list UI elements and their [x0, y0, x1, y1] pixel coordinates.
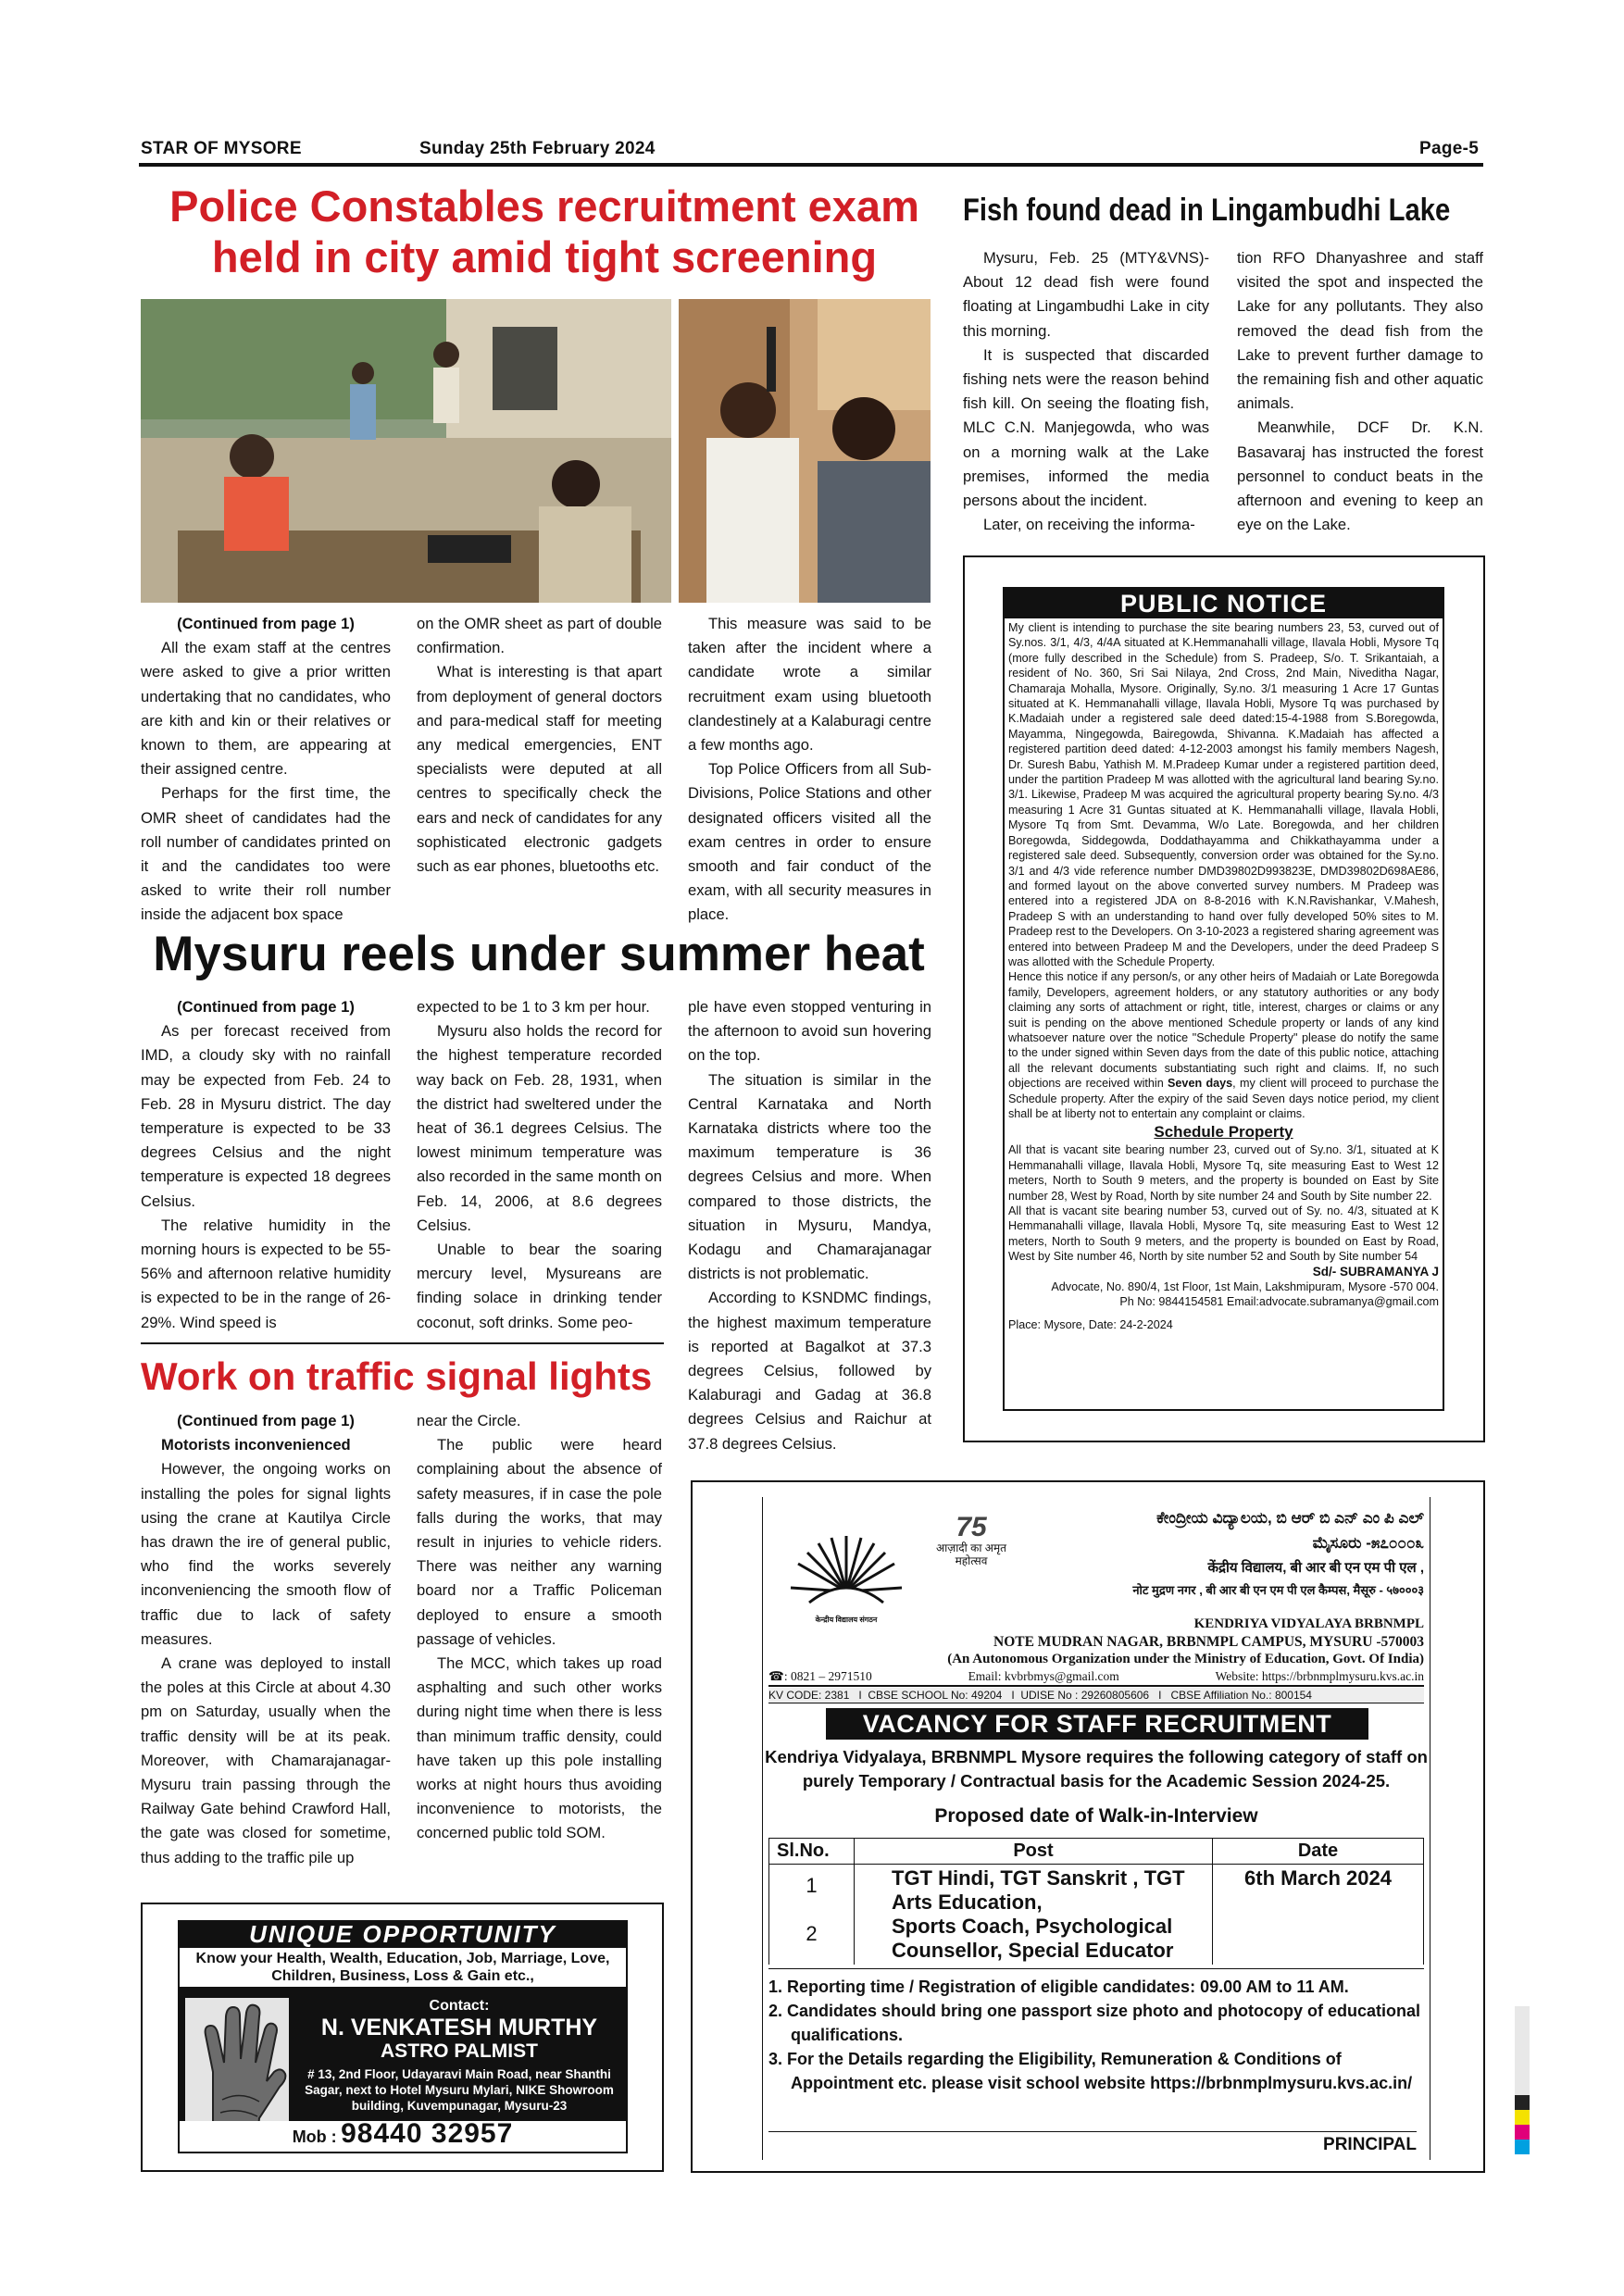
kv-contact-row	[768, 1669, 1424, 1687]
police-paragraph: Perhaps for the first time, the OMR sheet of candidates had the roll number of candidates printed on it and the candidates too were asked to write their roll number inside the adjacent box space	[141, 784, 391, 924]
kv-website[interactable]: Website: https://brbnmplmysuru.kvs.ac.in	[1215, 1669, 1424, 1683]
traffic-paragraph: A crane was deployed to install the poles at this Circle at about 4.30 pm on Saturday, usually when the traffic density will be at its peak. Moreover, with Chamarajanagar-Mysuru train passing through the Railway Gate behind Crawford Hall, the gate was closed for sometime, thus adding to the traffic pile up	[141, 1654, 391, 1866]
public-notice-body-2	[1008, 969, 1439, 1121]
traffic-paragraph: (Continued from page 1)	[177, 1412, 355, 1429]
kv-name-hindi: केंद्रीय विद्यालय, बी आर बी एन एम पी एल ,	[1207, 1560, 1424, 1576]
fish-column-1	[963, 246, 1209, 537]
police-headline-line-1: Police Constables recruitment exam	[169, 181, 919, 231]
heat-paragraph: The relative humidity in the morning hours is expected to be 55-56% and afternoon relative humidity is expected to be in the range of 26-29%. Wind speed is	[141, 1216, 391, 1331]
astro-ad-contact-label: Contact:	[429, 1998, 490, 2014]
kv-table-row	[769, 1865, 1424, 1965]
fish-headline: Fish found dead in Lingambudhi Lake	[963, 193, 1451, 228]
kv-table-posts: TGT Hindi, TGT Sanskrit , TGT Arts Education, Sports Coach, Psychological Counsellor, Special Educator	[855, 1865, 1213, 1965]
public-notice-schedule-2: All that is vacant site bearing number 53, curved out of Sy. no. 4/3, situated at K Hemmanahalli village, Ilavala Hobli, Mysore Tq, site measuring East to West 12 meters, North to South 9 meters, and the property is bounded on East by Road, West by Site number 46, North by site number 52 and South by Site number 54	[1008, 1204, 1439, 1264]
masthead-page-number: Page-5	[1419, 139, 1480, 158]
police-photo-exam-desk	[141, 299, 671, 603]
astro-ad-mobile-label: Mob :	[292, 2128, 337, 2146]
heat-paragraph: Unable to bear the soaring mercury level, Mysureans are finding solace in drinking tender coconut, soft drinks. Some peo-	[417, 1241, 662, 1331]
kv-codes: KV CODE: 2381 I CBSE SCHOOL No: 49204 I UDISE No : 29260805606 I CBSE Affiliation No.: 800154	[768, 1688, 1424, 1703]
kv-note-2: 2. Candidates should bring one passport size photo and photocopy of educational qualifications.	[768, 2002, 1421, 2044]
police-paragraph: on the OMR sheet as part of double confirmation.	[417, 615, 662, 657]
heat-paragraph: The situation is similar in the Central Karnataka and North Karnataka districts where too the maximum temperature is 36 degrees Celsius and more. When compared to those districts, the situation in Mysuru, Mandya, Kodagu and Chamarajanagar districts is not problematic.	[688, 1070, 931, 1283]
print-color-swatch	[1515, 2080, 1530, 2095]
astro-ad-title: UNIQUE OPPORTUNITY	[249, 1920, 556, 1948]
heat-paragraph: (Continued from page 1)	[177, 998, 355, 1016]
traffic-paragraph: However, the ongoing works on installing the poles for signal lights using the crane at Kautilya Circle has drawn the ire of general public, who find the works severely inconveniencing the smooth flow of traffic due to lack of safety measures.	[141, 1460, 391, 1648]
print-color-bar	[1515, 2006, 1530, 2154]
kv-table-row-1-no: 1 2	[769, 1865, 855, 1965]
fish-paragraph: It is suspected that discarded fishing nets were the reason behind fish kill. On seeing the floating fish, MLC C.N. Manjegowda, who was on a morning walk at the Lake premises, informed the media persons about the incident.	[963, 345, 1209, 510]
kv-principal: PRINCIPAL	[768, 2131, 1417, 2158]
police-paragraph: Top Police Officers from all Sub-Divisions, Police Stations and other designated officers visited all the exam centres in order to ensure smooth and fair conduct of the exam, with all security measures in place.	[688, 760, 931, 924]
print-color-swatch	[1515, 2021, 1530, 2036]
heat-paragraph: According to KSNDMC findings, the highest maximum temperature is reported at Bagalkot at 37.3 degrees Celsius, followed by Kalaburagi and Gadag at 36.8 degrees Celsius and Raichur at 37.8 degrees Celsius.	[688, 1289, 931, 1453]
public-notice-schedule-1: All that is vacant site bearing number 23, curved out of Sy.no. 3/1, situated at K Hemmanahalli village, Ilavala Hobli, Mysore Tq, site measuring East to West 12 meters, North to South 9 meters, and the property is bounded on East by Site number 28, West by Road, North by site number 24 and South by Site number 22.	[1008, 1143, 1439, 1203]
astro-ad-mobile-number: 98440 32957	[341, 2118, 514, 2149]
traffic-column-2	[417, 1409, 662, 1846]
public-notice-signature: Sd/- SUBRAMANYA J	[1312, 1264, 1439, 1279]
azadi-logo-75: 75	[956, 1512, 987, 1542]
public-notice-body: My client is intending to purchase the site bearing numbers 23, 53, curved out of Sy.nos. 3/1, 4/3, 4/4A situated at K.Hemmanahalli village, Ilavala Hobli, Mysore Tq (more fully described in the Schedule) from S. Pradeep, S/o. T. Srikantaiah, a resident of No. 360, Sri Sai Nilaya, 2nd Cross, 2nd Main, Niveditha Nagar, Chamaraja Mohalla, Mysore. Originally, Sy.no. 3/1 measuring 1 Acre 17 Guntas situated at K. Hemmanahalli village, Ilavala Hobli, Mysore Tq was purchased by K.Madaiah under a registered sale deed dated:15-4-1988 from S.Boregowda, Mayamma, Ningegowda, Bairegowda, Shivanna. K.Madaiah has affected a registered partition deed dated: 4-12-2003 amongst his family members Nagesh, Dr. Suresh Babu, Yathish M. M.Pradeep Kumar under a registered partition deed, under the partition Pradeep M was allotted with the agricultural land bearing Sy.no. 3/1. Likewise, Pradeep M was acquired the agricultural property bearing Sy.no. 4/3 measuring 1 Acre 31 Guntas situated at K. Hemmanahalli village, Ilavala Hobli, Mysore Tq from Smt. Devamma, W/o Late. Boregowda, and her children Boregowda, Siddegowda, Doddathayamma and Chikkathayamma under a registered sale deed. Subsequently, conversion order was obtained for the Sy.no. 3/1 and 4/3 vide reference number DMD39802D993823E, DMD39802D698AE86, and formed layout on the above converted survey numbers. M Pradeep was entered into a registered JDA on 8-8-2016 with K.N.Ravishankar, V.Mahesh, Pradeep S with an understanding to hand over fully developed 50% sites to M. Pradeep rest to the Developers. On 3-10-2023 a registered sharing agreement was entered into between Pradeep M and the Developers, under the deed Pradeep S was allotted with the Schedule Property.	[1008, 621, 1439, 968]
kv-name-kannada: ಕೇಂದ್ರೀಯ ವಿದ್ಯಾಲಯ, ಬಿ ಆರ್ ಬಿ ಎನ್ ಎಂ ಪಿ ಎಲ್	[1156, 1509, 1424, 1527]
azadi-logo	[930, 1514, 1013, 1578]
astro-ad-mobile	[180, 2118, 626, 2152]
heat-column-1	[141, 995, 391, 1335]
print-color-swatch	[1515, 2110, 1530, 2125]
public-notice-schedule-title: Schedule Property	[1154, 1123, 1293, 1142]
astro-ad	[178, 1920, 628, 2153]
kvs-emblem-caption: केन्द्रीय विद्यालय संगठन	[815, 1616, 878, 1624]
masthead-paper-name: STAR OF MYSORE	[141, 139, 302, 158]
traffic-paragraph: near the Circle.	[417, 1412, 521, 1429]
print-color-swatch	[1515, 2125, 1530, 2140]
public-notice-title: PUBLIC NOTICE	[1005, 589, 1443, 618]
heat-paragraph: ple have even stopped venturing in the afternoon to avoid sun hovering on the top.	[688, 998, 931, 1065]
police-column-3	[688, 612, 931, 928]
police-paragraph: All the exam staff at the centres were asked to give a prior written undertaking that no candidates, who are kith and kin or their relatives or known to them, are appearing at their assigned centre.	[141, 639, 391, 779]
kv-table-date: 6th March 2024	[1213, 1865, 1424, 1965]
fish-paragraph: Meanwhile, DCF Dr. K.N. Basavaraj has instructed the forest personnel to conduct beats in the afternoon and evening to keep an eye on the Lake.	[1237, 418, 1483, 534]
print-color-swatch	[1515, 2006, 1530, 2021]
kv-vacancy-table	[768, 1838, 1424, 1965]
print-color-swatch	[1515, 2140, 1530, 2154]
print-color-swatch	[1515, 2065, 1530, 2080]
police-column-1	[141, 612, 391, 928]
kv-email[interactable]: Email: kvbrbmys@gmail.com	[968, 1669, 1119, 1683]
heat-paragraph: As per forecast received from IMD, a cloudy sky with no rainfall may be expected from Feb. 24 to Feb. 28 in Mysuru district. The day temperature is expected to be 33 degrees Celsius and the night temperature is expected 18 degrees Celsius.	[141, 1022, 391, 1210]
kv-name-english: KENDRIYA VIDYALAYA BRBNMPL	[1193, 1616, 1424, 1631]
print-color-swatch	[1515, 2036, 1530, 2051]
masthead-date: Sunday 25th February 2024	[419, 139, 656, 158]
astro-ad-address: # 13, 2nd Floor, Udayaravi Main Road, near Shanthi Sagar, next to Hotel Mysuru Mylari, NIKE Showroom building, Kuvempunagar, Mysuru-23	[305, 2067, 614, 2113]
heat-column-2	[417, 995, 662, 1335]
public-notice-body-2-end: , my client will proceed to purchase the Schedule property. After the expiry of the said Seven days notice period, my client shall be at liberty not to entertain any complaint or claims.	[1008, 1077, 1439, 1120]
azadi-logo-text: आज़ादी का अमृत महोत्सव	[936, 1541, 1006, 1567]
kv-note-3: 3. For the Details regarding the Eligibility, Remuneration & Conditions of Appointment etc. please visit school website https://brbnmplmysuru.kvs.ac.in/	[768, 2050, 1413, 2092]
fish-column-2	[1237, 246, 1483, 537]
police-paragraph: (Continued from page 1)	[177, 615, 355, 632]
public-notice-seven-days: Seven days	[1168, 1077, 1233, 1091]
kv-proposed-date: Proposed date of Walk-in-Interview	[934, 1805, 1258, 1827]
masthead-rule	[139, 163, 1483, 167]
fish-paragraph: Mysuru, Feb. 25 (MTY&VNS)- About 12 dead fish were found floating at Lingambudhi Lake in city this morning.	[963, 249, 1209, 340]
print-color-swatch	[1515, 2051, 1530, 2065]
kv-phone: ☎: 0821 – 2971510	[768, 1669, 872, 1683]
heat-paragraph: expected to be 1 to 3 km per hour.	[417, 998, 650, 1016]
kvs-emblem-logo	[781, 1527, 911, 1628]
police-headline	[137, 181, 952, 283]
police-paragraph: This measure was said to be taken after the incident where a candidate wrote a similar recruitment exam using bluetooth clandestinely at a Kalaburagi centre a few months ago.	[688, 615, 931, 755]
kv-ad	[762, 1497, 1430, 2160]
traffic-top-rule	[141, 1342, 664, 1344]
police-paragraph: What is interesting is that apart from deployment of general doctors and para-medical staff for meeting any medical emergencies, ENT specialists were deputed at all centres to specifically check the ears and neck of candidates for any sophisticated electronic gadgets such as ear phones, bluetooths etc.	[417, 663, 662, 876]
heat-paragraph: Mysuru also holds the record for the highest temperature recorded way back on Feb. 28, 1931, when the district had sweltered under the heat of 36.1 degrees Celsius. The lowest minimum temperature was also recorded in the same month on Feb. 14, 2006, at 8.6 degrees Celsius.	[417, 1022, 662, 1234]
kv-city-kannada: ಮೈಸೂರು -೫೭೦೦೦೩	[1312, 1534, 1424, 1552]
kv-address-english: NOTE MUDRAN NAGAR, BRBNMPL CAMPUS, MYSURU -570003	[993, 1634, 1424, 1650]
kv-note-1: 1. Reporting time / Registration of eligible candidates: 09.00 AM to 11 AM.	[768, 1978, 1349, 1996]
fish-paragraph: tion RFO Dhanyashree and staff visited the spot and inspected the Lake for any pollutants. They also removed the dead fish from the Lake to prevent further damage to the remaining fish and other aquatic animals.	[1237, 249, 1483, 413]
kv-vacancy-banner: VACANCY FOR STAFF RECRUITMENT	[826, 1708, 1368, 1740]
traffic-headline: Work on traffic signal lights	[141, 1354, 653, 1398]
traffic-paragraph: The MCC, which takes up road asphalting and such other works during night time when there is less than minimum traffic density, could have taken up this pole installing works at night hours thus avoiding inconvenience to motorists, the concerned public told SOM.	[417, 1654, 662, 1842]
traffic-paragraph: Motorists inconvenienced	[161, 1436, 351, 1454]
traffic-paragraph: The public were heard complaining about the absence of safety measures, if in case the pole falls during the works, that may result in injuries to vehicle riders. There was neither any warning board nor a Traffic Policeman deployed to ensure a smooth passage of vehicles.	[417, 1436, 662, 1648]
astro-ad-name: N. VENKATESH MURTHY	[320, 2015, 598, 2040]
police-headline-line-2: held in city amid tight screening	[211, 231, 878, 281]
public-notice-box	[1003, 587, 1444, 1411]
kv-table-header-date: Date	[1213, 1839, 1424, 1865]
kv-address-hindi: नोट मुद्रण नगर , बी आर बी एन एम पी एल कैम्पस, मैसूरु - ५७०००३	[1132, 1583, 1424, 1597]
police-column-2	[417, 612, 662, 879]
police-photo-ear-check	[679, 299, 931, 603]
heat-column-3	[688, 995, 931, 1456]
public-notice-body-2-text: Hence this notice if any person/s, or any other heirs of Madaiah or Late Boregowda family, Developers, agreement holders, or any statutory authorities or any body claiming any sorts of attachment or right, title, interest, charges or claims or any suit is pending on the above mentioned Schedule property or lands of any kind whatsoever nature over the notice "Schedule Property" please do notify the same to the under signed within Seven days from the date of this public notice, attaching all the relevant documents substantiating such right and claims. If, no such objections are received within	[1008, 970, 1439, 1091]
kv-table-header-slno: Sl.No.	[769, 1839, 855, 1865]
print-color-swatch	[1515, 2095, 1530, 2110]
kv-notes	[768, 1968, 1424, 2095]
astro-ad-role: ASTRO PALMIST	[381, 2040, 538, 2062]
kv-intro: Kendriya Vidyalaya, BRBNMPL Mysore requires the following category of staff on purely Temporary / Contractual basis for the Academic Session 2024-25.	[765, 1747, 1428, 1791]
kv-organization-note: (An Autonomous Organization under the Ministry of Education, Govt. Of India)	[947, 1652, 1424, 1666]
public-notice-contact: Ph No: 9844154581 Email:advocate.subramanya@gmail.com	[1119, 1295, 1439, 1309]
heat-headline: Mysuru reels under summer heat	[153, 927, 925, 981]
public-notice-advocate-address: Advocate, No. 890/4, 1st Floor, 1st Main, Lakshmipuram, Mysore -570 004.	[1051, 1280, 1439, 1294]
public-notice-place-date: Place: Mysore, Date: 24-2-2024	[1008, 1317, 1173, 1331]
fish-paragraph: Later, on receiving the informa-	[983, 516, 1195, 534]
kv-table-header-post: Post	[855, 1839, 1213, 1865]
traffic-column-1	[141, 1409, 391, 1870]
astro-ad-know: Know your Health, Wealth, Education, Job, Marriage, Love, Children, Business, Loss & Gain etc.,	[180, 1948, 626, 1987]
